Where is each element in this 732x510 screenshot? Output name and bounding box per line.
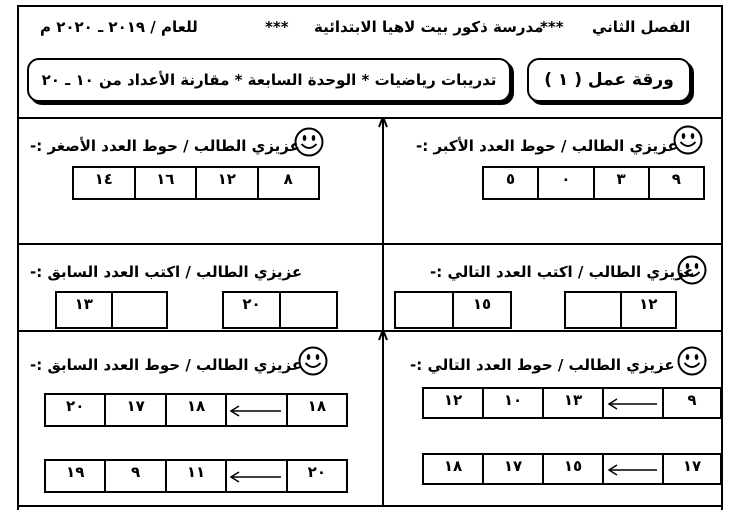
number-cell[interactable]: ٩ xyxy=(671,170,681,188)
title-box xyxy=(27,58,511,102)
arrow-cell xyxy=(604,455,664,483)
vertical-divider xyxy=(378,117,388,507)
answer-cell[interactable] xyxy=(113,293,167,327)
instruction-circle-previous: عزيزي الطالب / حوط العدد السابق :- xyxy=(30,356,303,374)
option-cell[interactable]: ١٧ xyxy=(106,395,166,425)
option-cell[interactable]: ١١ xyxy=(167,461,227,491)
number-cell: ١٧ xyxy=(682,457,702,475)
instruction-circle-next: عزيزي الطالب / حوط العدد التالي :- xyxy=(410,356,675,374)
number-cell: ١٥ xyxy=(472,295,492,313)
arrow-left-icon xyxy=(607,464,659,476)
answer-cell[interactable] xyxy=(281,293,336,327)
header-year: للعام / ٢٠١٩ ـ ٢٠٢٠ م xyxy=(40,18,198,36)
option-cell[interactable]: ١٩ xyxy=(46,461,106,491)
answer-cell[interactable] xyxy=(396,293,454,327)
divider-lower xyxy=(17,330,721,332)
number-cell[interactable]: ١٦ xyxy=(136,168,198,198)
number-cell[interactable]: ٥ xyxy=(484,168,539,198)
header-stars-2: *** xyxy=(265,18,289,36)
worksheet-label-box xyxy=(527,58,691,102)
instruction-circle-smallest: عزيزي الطالب / حوط العدد الأصغر :- xyxy=(30,137,300,155)
number-cell: ٩ xyxy=(687,391,697,409)
option-cell[interactable]: ٩ xyxy=(106,461,166,491)
option-cell[interactable]: ١٥ xyxy=(544,455,604,483)
arrow-cell xyxy=(227,395,287,425)
number-cell[interactable]: ٠ xyxy=(539,168,594,198)
cells-circle-largest xyxy=(482,166,705,200)
worksheet-label: ورقة عمل ( ١ ) xyxy=(544,70,674,90)
arrow-cell xyxy=(604,389,664,417)
number-cell[interactable]: ١٢ xyxy=(197,168,259,198)
number-cell[interactable]: ٣ xyxy=(595,168,650,198)
divider-bottom xyxy=(17,505,721,507)
header-semester: الفصل الثاني xyxy=(592,18,691,36)
instruction-write-previous: عزيزي الطالب / اكتب العدد السابق :- xyxy=(30,263,303,281)
header-school: مدرسة ذكور بيت لاهيا الابتدائية xyxy=(314,18,544,36)
number-cell: ١٨ xyxy=(307,397,326,415)
row-circle-next-2 xyxy=(422,453,722,485)
pair-write-previous-2 xyxy=(222,291,338,329)
worksheet-title: تدريبات رياضيات * الوحدة السابعة * مقارنة الأعداد من ١٠ ـ ٢٠ xyxy=(41,71,497,89)
row-circle-next-1 xyxy=(422,387,722,419)
pair-write-next-2 xyxy=(564,291,677,329)
instruction-write-next: عزيزي الطالب / اكتب العدد التالي :- xyxy=(430,263,695,281)
arrow-cell xyxy=(227,461,287,491)
option-cell[interactable]: ١٧ xyxy=(484,455,544,483)
answer-cell[interactable] xyxy=(566,293,622,327)
arrow-left-icon xyxy=(229,405,283,417)
option-cell[interactable]: ١٨ xyxy=(167,395,227,425)
smiley-face-icon xyxy=(298,346,328,376)
option-cell[interactable]: ١٣ xyxy=(544,389,604,417)
pair-write-next-1 xyxy=(394,291,512,329)
row-circle-previous-2 xyxy=(44,459,348,493)
number-cell: ٢٠ xyxy=(224,293,281,327)
number-cell: ١٢ xyxy=(639,295,658,313)
row-circle-previous-1 xyxy=(44,393,348,427)
pair-write-previous-1 xyxy=(55,291,168,329)
header-stars-1: *** xyxy=(540,18,564,36)
number-cell: ٢٠ xyxy=(307,463,326,481)
option-cell[interactable]: ١٠ xyxy=(484,389,544,417)
cells-circle-smallest xyxy=(72,166,320,200)
smiley-face-icon xyxy=(677,346,707,376)
number-cell[interactable]: ٨ xyxy=(283,170,293,188)
option-cell[interactable]: ٢٠ xyxy=(46,395,106,425)
divider-middle xyxy=(17,243,721,245)
divider-top xyxy=(17,117,721,119)
option-cell[interactable]: ١٨ xyxy=(424,455,484,483)
option-cell[interactable]: ١٢ xyxy=(424,389,484,417)
arrow-left-icon xyxy=(229,471,283,483)
number-cell: ١٣ xyxy=(57,293,113,327)
instruction-circle-largest: عزيزي الطالب / حوط العدد الأكبر :- xyxy=(416,137,678,155)
arrow-left-icon xyxy=(607,398,659,410)
number-cell[interactable]: ١٤ xyxy=(74,168,136,198)
